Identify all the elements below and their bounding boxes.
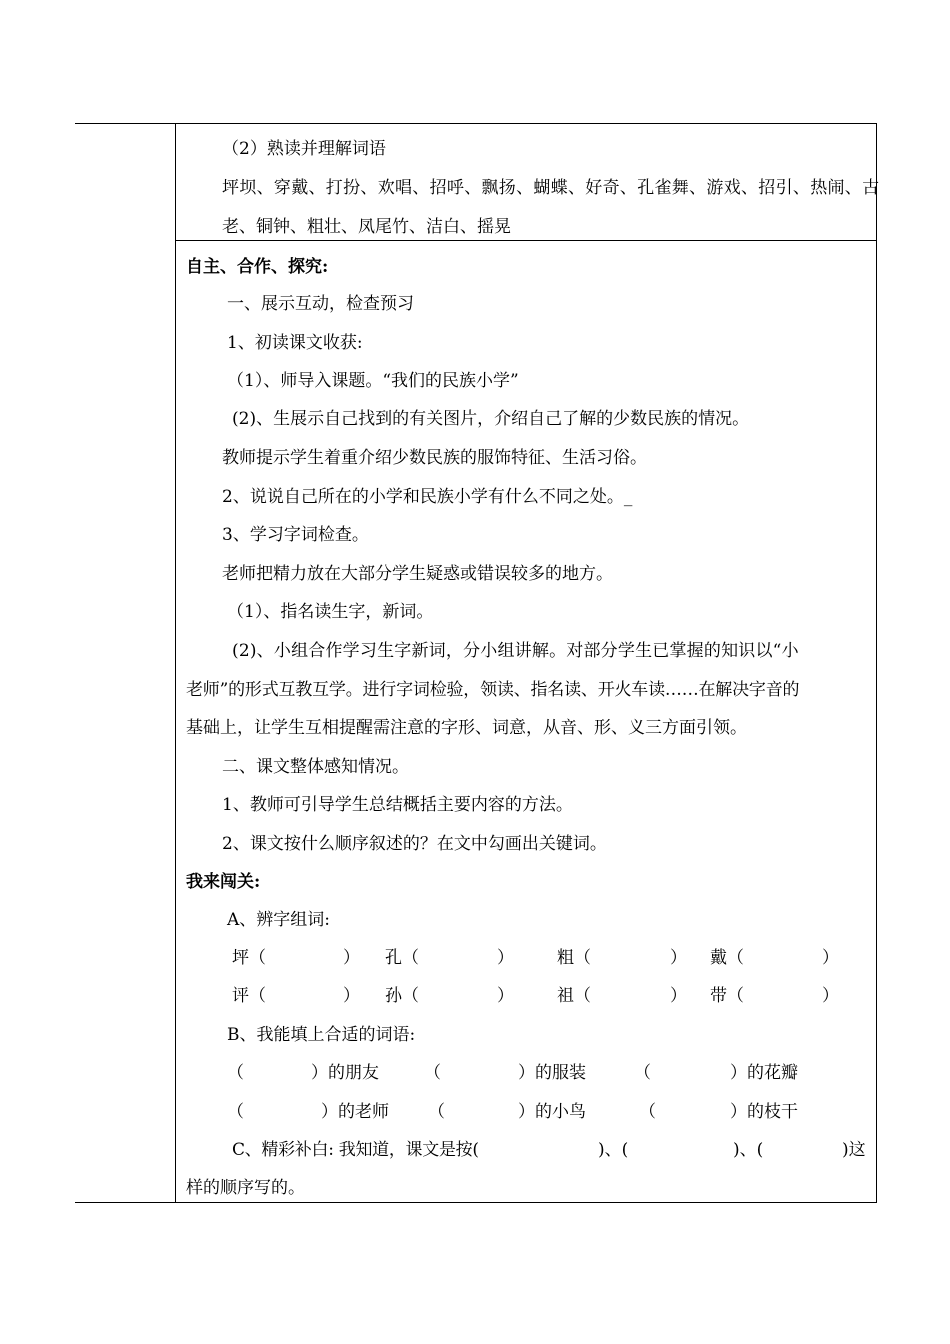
part-c-blank-sep1: )、( <box>598 1140 629 1160</box>
phrase-blank-open: （ <box>639 1102 656 1122</box>
char-blank-close: ） <box>670 948 687 968</box>
explore-line: 二、课文整体感知情况。 <box>222 757 409 777</box>
phrase-blank-close: ）的枝干 <box>730 1102 798 1122</box>
phrase-blank-open: （ <box>227 1102 244 1122</box>
char-blank-open: 坪（ <box>232 948 266 968</box>
char-blank-open: 孙（ <box>385 986 419 1006</box>
explore-line: 2、课文按什么顺序叙述的？在文中勾画出关键词。 <box>222 834 607 854</box>
phrase-blank-close: ）的花瓣 <box>730 1063 798 1083</box>
char-blank-open: 祖（ <box>557 986 591 1006</box>
explore-line: 1、初读课文收获: <box>227 333 363 353</box>
phrase-blank-close: ）的老师 <box>321 1102 389 1122</box>
char-blank-open: 带（ <box>710 986 744 1006</box>
explore-line: 1、教师可引导学生总结概括主要内容的方法。 <box>222 795 573 815</box>
part-c-line1-start: C、精彩补白: 我知道，课文是按( <box>232 1140 479 1160</box>
table-divider <box>175 240 877 241</box>
char-blank-open: 孔（ <box>385 948 419 968</box>
part-c-line2: 样的顺序写的。 <box>186 1178 305 1198</box>
char-blank-close: ） <box>343 986 360 1006</box>
char-blank-open: 戴（ <box>710 948 744 968</box>
vocab-words-line2: 老、铜钟、粗壮、凤尾竹、洁白、摇晃 <box>222 217 511 237</box>
char-blank-close: ） <box>497 948 514 968</box>
phrase-blank-open: （ <box>634 1063 651 1083</box>
explore-line: 一、展示互动，检查预习 <box>227 294 414 314</box>
explore-line: 教师提示学生着重介绍少数民族的服饰特征、生活习俗。 <box>222 448 647 468</box>
table-right-border <box>876 123 877 1203</box>
explore-line: （1）、指名读生字，新词。 <box>227 602 434 622</box>
part-a-label: A、辨字组词: <box>227 910 331 930</box>
char-blank-close: ） <box>343 948 360 968</box>
part-b-label: B、我能填上合适的词语: <box>227 1025 416 1045</box>
char-blank-close: ） <box>822 948 839 968</box>
explore-line: 老师”的形式互教互学。进行字词检验，领读、指名读、开火车读……在解决字音的 <box>186 680 800 700</box>
vocab-heading: （2）熟读并理解词语 <box>222 139 386 159</box>
challenge-title: 我来闯关: <box>186 872 261 892</box>
char-blank-open: 评（ <box>232 986 266 1006</box>
phrase-blank-close: ）的朋友 <box>311 1063 379 1083</box>
table-left-column-border <box>175 123 176 1203</box>
char-blank-close: ） <box>822 986 839 1006</box>
char-blank-close: ） <box>670 986 687 1006</box>
phrase-blank-open: （ <box>424 1063 441 1083</box>
phrase-blank-open: （ <box>428 1102 445 1122</box>
table-bottom-border <box>75 1202 877 1203</box>
explore-line: 2、说说自己所在的小学和民族小学有什么不同之处。_ <box>222 487 633 507</box>
explore-line: (2)、小组合作学习生字新词，分小组讲解。对部分学生已掌握的知识以“小 <box>232 641 799 661</box>
part-c-line1-end: )这 <box>842 1140 866 1160</box>
explore-line: 基础上，让学生互相提醒需注意的字形、词意，从音、形、义三方面引领。 <box>186 718 747 738</box>
table-top-border <box>75 123 877 124</box>
phrase-blank-close: ）的服装 <box>518 1063 586 1083</box>
explore-line: 老师把精力放在大部分学生疑惑或错误较多的地方。 <box>222 564 613 584</box>
part-c-blank-sep2: )、( <box>733 1140 764 1160</box>
char-blank-open: 粗（ <box>557 948 591 968</box>
explore-line: 3、学习字词检查。 <box>222 525 369 545</box>
explore-line: (2)、生展示自己找到的有关图片，介绍自己了解的少数民族的情况。 <box>232 409 750 429</box>
explore-line: （1）、师导入课题。“我们的民族小学” <box>227 371 519 391</box>
phrase-blank-open: （ <box>227 1063 244 1083</box>
phrase-blank-close: ）的小鸟 <box>518 1102 586 1122</box>
char-blank-close: ） <box>497 986 514 1006</box>
explore-title: 自主、合作、探究: <box>186 257 329 277</box>
vocab-words-line1: 坪坝、穿戴、打扮、欢唱、招呼、飘扬、蝴蝶、好奇、孔雀舞、游戏、招引、热闹、古 <box>222 178 880 198</box>
